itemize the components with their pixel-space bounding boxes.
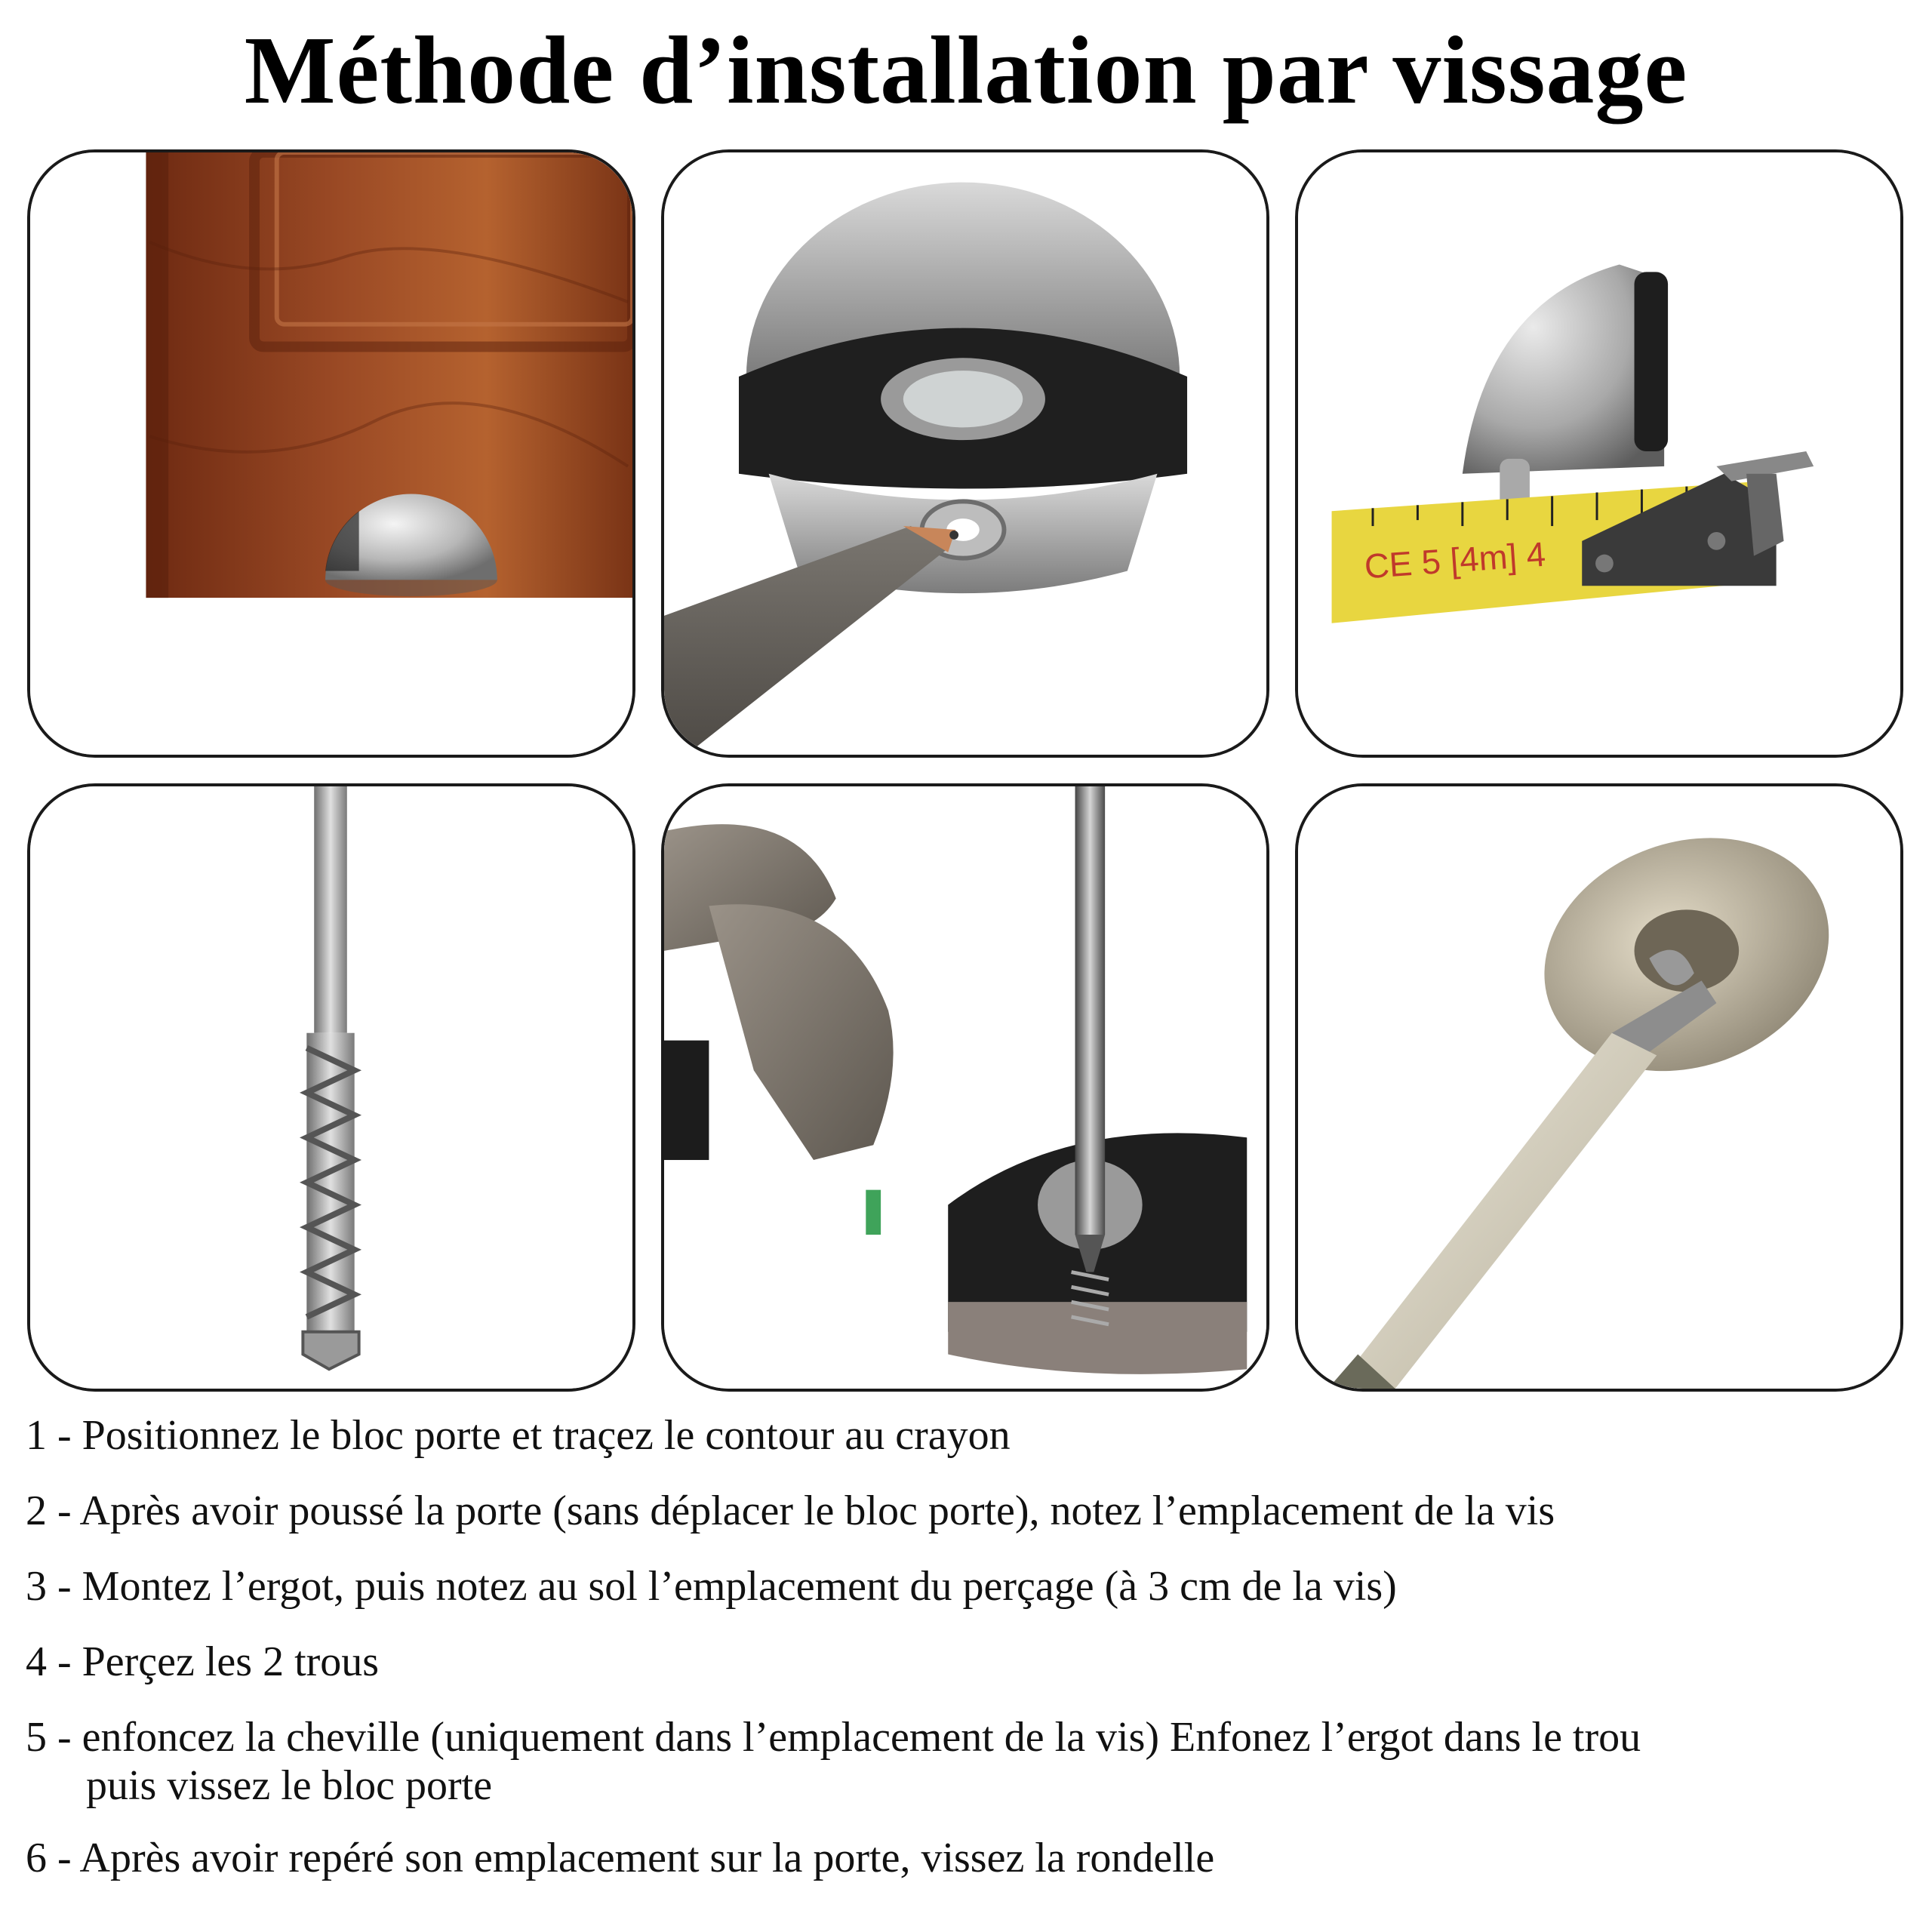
step-5-continuation: puis vissez le bloc porte	[86, 1762, 493, 1809]
photo-panel-door-stopper	[27, 149, 635, 758]
page-title: Méthode d’installation par vissage	[244, 17, 1688, 124]
photo-panel-pencil-marking	[661, 149, 1269, 758]
step-1: 1 - Positionnez le bloc porte et traçez le contour au crayon	[26, 1412, 1011, 1459]
svg-text:CE 5 [4m] 4: CE 5 [4m] 4	[1363, 534, 1547, 586]
door-stopper-on-door-photo	[30, 152, 632, 755]
photo-panel-screwdriver-washer	[1295, 783, 1903, 1392]
pencil-marking-hole-photo	[664, 152, 1266, 755]
hammer-and-screwdriver-photo	[664, 786, 1266, 1389]
screwdriver-washer-photo	[1298, 786, 1900, 1389]
step-3: 3 - Montez l’ergot, puis notez au sol l’emplacement du perçage (à 3 cm de la vis)	[26, 1563, 1397, 1610]
tape-measure-photo	[1298, 152, 1900, 755]
step-5-text: 5 - enfoncez la cheville (uniquement dans l’emplacement de la vis) Enfonez l’ergot dans le trou	[26, 1714, 1641, 1761]
photo-panel-hammer-screwdriver	[661, 783, 1269, 1392]
step-5	[26, 1713, 1641, 1810]
drill-bit-photo	[30, 786, 632, 1389]
step-6: 6 - Après avoir repéré son emplacement sur la porte, vissez la rondelle	[26, 1835, 1215, 1881]
step-2: 2 - Après avoir poussé la porte (sans déplacer le bloc porte), notez l’emplacement de la vis	[26, 1487, 1555, 1534]
photo-panel-drill-bit	[27, 783, 635, 1392]
step-4: 4 - Perçez les 2 trous	[26, 1638, 380, 1685]
photo-panel-tape-measure	[1295, 149, 1903, 758]
